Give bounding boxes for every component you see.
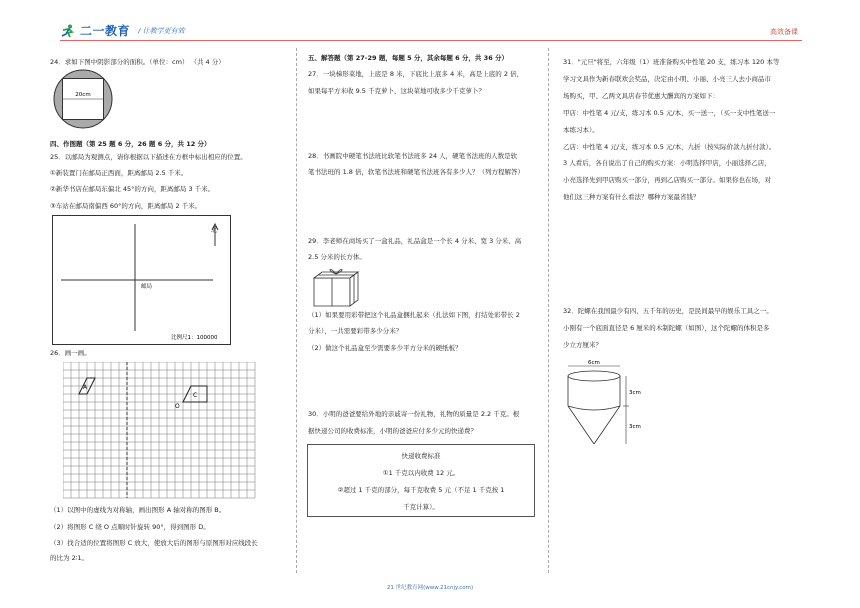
cylinder-bottom — [568, 406, 620, 410]
q29-text-cont: 2.5 分米的长方体。 — [308, 253, 366, 261]
q28-text: 28．书画院中硬笔书法班比软笔书法班多 24 人，硬笔书法班的人数是软 — [308, 152, 518, 160]
q31-line-6: 乙店：中性笔 4 元/支，练习本 0.5 元/本，九折（按实际价款九折付款）。 — [563, 143, 776, 151]
q25-item-1: ①新装置门在邮局正西面，距离邮局 2.5 千米。 — [50, 169, 188, 177]
q28-text-cont: 笔书法班的 1.8 倍，软笔书法班和硬笔书法班各有多少人？（列方程解答） — [308, 168, 524, 176]
q29-item-1: （1）如果要用彩带把这个礼品盒捆扎起来（扎法如下图，打结处彩带长 2 — [308, 311, 520, 319]
q26-item-2: （2）将图形 C 绕 O 点顺时针旋转 90°，得到图形 D。 — [50, 523, 210, 531]
runner-logo-icon — [60, 24, 76, 38]
q25-map-box — [52, 215, 231, 345]
shape-a-label: A — [83, 384, 88, 391]
section-5-title: 五、解答题（第 27-29 题，每题 5 分，其余每题 6 分，共 36 分） — [308, 54, 508, 62]
shape-c-label: C — [193, 392, 198, 399]
q32-line-1: 32．陀螺在我国最少有四、五千年的历史，是民间最早的娱乐工具之一。 — [563, 307, 773, 315]
q29-item-2: （2）做这个礼品盒至少需要多少平方分米的硬纸板？ — [308, 344, 462, 352]
q24-dimension-label: 20cm — [75, 92, 91, 98]
q30-text: 30．小明的爸爸要给外地的亲戚寄一份礼物，礼物的质量是 2.2 千克。根 — [308, 410, 520, 418]
q25-item-2: ②新华书店在邮局东偏北 45°的方向，距离邮局 3 千米。 — [50, 185, 215, 193]
header-rule — [60, 40, 802, 41]
cylinder-height-label: 3cm — [629, 390, 641, 396]
cylinder-top — [568, 371, 620, 381]
fee-rule-2: ②超过 1 千克的部分，每千克收费 5 元（不足 1 千克按 1 — [337, 486, 505, 494]
header-tag: 高效备课 — [770, 28, 798, 36]
cone-height-label: 3cm — [629, 424, 641, 430]
north-label: 北 — [211, 227, 218, 234]
page-footer: 21 世纪教育网(www.21cnjy.com) — [386, 585, 474, 591]
spinning-top-figure — [560, 356, 650, 456]
q31-line-1: 31．"元旦"将至，六年级（1）班准备购买中性笔 20 支，练习本 120 本等 — [563, 58, 780, 66]
q26-item-1: （1）以图中的虚线为对称轴，画出图形 A 轴对称的图形 B。 — [50, 506, 226, 514]
top-diameter-label: 6cm — [588, 360, 600, 366]
scale-label: 比例尺1：100000 — [171, 335, 218, 341]
q25-text: 25．以邮局为观测点，请你根据以下描述在方框中标出相应的位置。 — [50, 153, 247, 161]
fee-standard-box — [307, 444, 535, 517]
q27-text: 27．一块梯形菜地，上底是 8 米，下底比上底多 4 米，高是上底的 2 倍， — [308, 70, 524, 78]
post-office-label: 邮局 — [141, 284, 153, 290]
brand-name: 二一教育 — [80, 24, 131, 38]
q32-line-2: 小刚有一个底面直径是 6 厘米的木制陀螺（如图），这个陀螺的体积是多 — [563, 324, 770, 332]
q30-text-cont: 据快递公司的收费标准，小明的爸爸应付多少元的快递费？ — [308, 427, 477, 435]
brand-logo — [60, 22, 185, 39]
cone-left — [568, 406, 594, 444]
q26-item-3-cont: 的比为 2∶1。 — [50, 554, 89, 562]
section-4-title: 四、作图题（第 25 题 6 分，26 题 6 分，共 12 分） — [50, 140, 211, 148]
q31-line-2: 学习文具作为新春联欢会奖品，决定由小明、小丽、小亮三人去小商品市 — [563, 75, 771, 83]
page-header — [0, 0, 860, 44]
column-divider — [296, 48, 297, 573]
q24-figure — [52, 68, 114, 130]
q31-line-7: 3 人看后，各自说出了自己的购买方案：小明选择甲店，小丽选择乙店， — [563, 159, 771, 167]
q31-line-9: 他们这三种方案有什么看法？哪种方案最省钱？ — [563, 193, 700, 201]
gift-box-figure — [310, 264, 362, 310]
fee-rule-1: ①1 千克以内收费 12 元。 — [382, 469, 460, 477]
q31-line-3: 场购买，甲、乙两文具店春节优惠大酬宾的方案如下： — [563, 92, 719, 100]
q32-line-3: 少立方厘米？ — [563, 341, 602, 349]
q29-text: 29．李老师在商场买了一盒礼品，礼品盒是一个长 4 分米、宽 3 分米、高 — [308, 237, 522, 245]
fee-title: 快递收费标准 — [401, 452, 441, 460]
q31-line-4: 甲店：中性笔 4 元/支，练习本 0.5 元/本，买一送一，（买一支中性笔送一 — [563, 109, 776, 117]
q26-text: 26．画一画。 — [50, 349, 91, 357]
fee-rule-2-cont: 千克计算）。 — [403, 503, 439, 511]
q25-map — [53, 216, 230, 344]
q27-text-cont: 如果每平方米收 9.5 千克萝卜，这块菜地可收多少千克萝卜？ — [308, 87, 485, 95]
q25-item-3: ③车站在邮局南偏西 60°的方向，距离邮局 2 千米。 — [50, 202, 202, 210]
q26-item-3: （3）找合适的位置将图形 C 放大，使放大后的图形与原图形对应线段长 — [50, 539, 258, 547]
point-o-label: O — [175, 403, 180, 410]
q29-item-1-cont: 分米），一共需要彩带多少分米？ — [308, 327, 403, 335]
q24-text: 24．求如下图中阴影部分的面积。（单位：cm） （共 4 分） — [50, 58, 225, 66]
q31-line-8: 小亮选择先到甲店购买一部分，再到乙店购买一部分。如果你也在场，对 — [563, 176, 771, 184]
cone-right — [594, 406, 620, 444]
brand-slogan: / 让教学更有效 — [138, 26, 185, 35]
column-divider — [548, 48, 549, 573]
q31-line-5: 本练习本）。 — [563, 126, 599, 134]
q26-grid — [63, 362, 263, 500]
